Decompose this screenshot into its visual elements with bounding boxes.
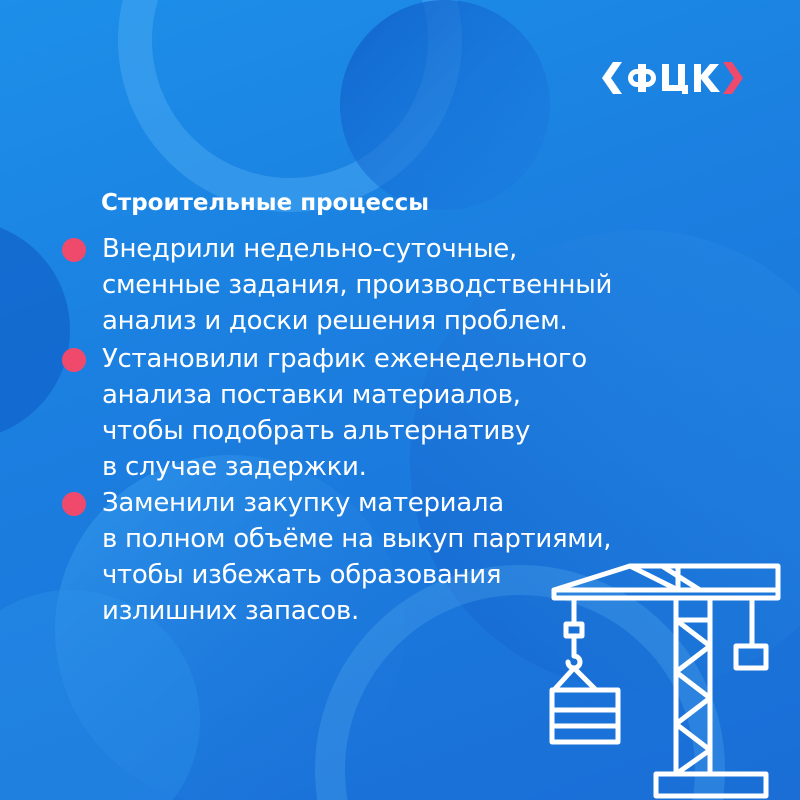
bullet-dot: [62, 492, 86, 516]
bullet-dot: [62, 238, 86, 262]
brand-logo: [592, 56, 744, 100]
item-text: Установили график еженедельного анализа поставки материалов, чтобы подобрать альтернативу в случае задержки.: [102, 344, 587, 482]
section-heading: Строительные процессы: [101, 190, 430, 216]
tower-crane-icon: [540, 560, 800, 800]
item-text: Внедрили недельно-суточные, сменные задания, производственный анализ и доски решения проблем.: [102, 234, 613, 336]
svg-text:ФЦК: ФЦК: [592, 56, 595, 57]
bullet-dot: [62, 348, 86, 372]
item-text: Заменили закупку материала в полном объёме на выкуп партиями, чтобы избежать образования излишних запасов.: [102, 488, 612, 626]
